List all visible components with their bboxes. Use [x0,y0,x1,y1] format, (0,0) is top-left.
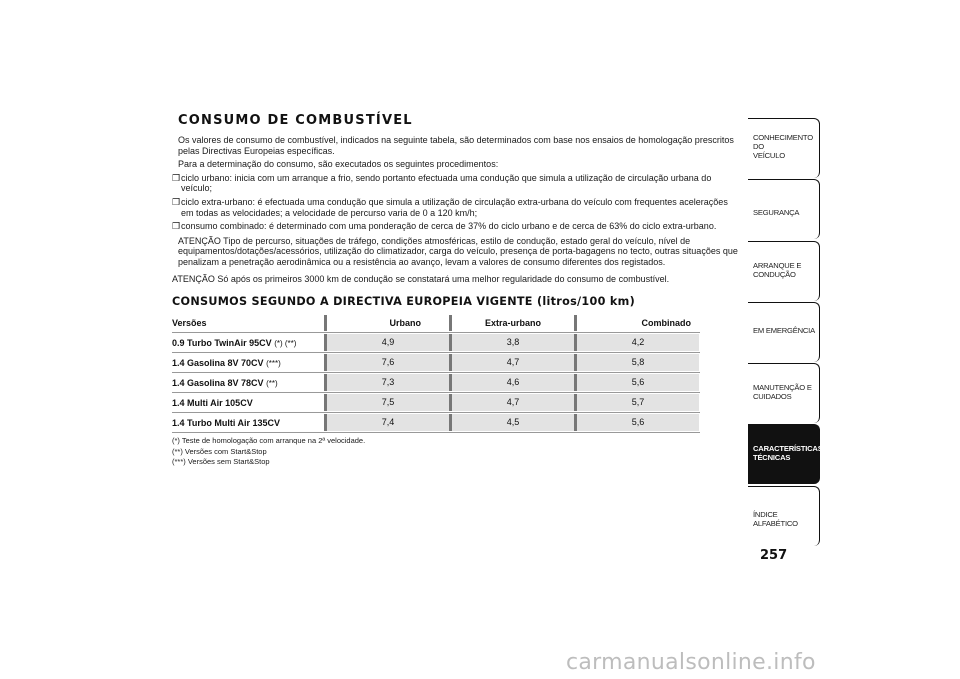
intro-paragraph-1: Os valores de consumo de combustível, indicados na seguinte tabela, são determinados com base nos ensaios de homologação prescritos pelas Directivas Europeias específicas. [178,135,734,156]
extra-urban-value: 4,7 [449,354,574,371]
tab-arranque-e-conducao[interactable] [748,241,820,301]
bullet-text: consumo combinado: é determinado com uma ponderação de cerca de 37% do ciclo urbano e de cerca de 63% do ciclo extra-urbano. [181,221,717,232]
header-extra-urban: Extra-urbano [449,315,574,331]
bullet-urban-cycle [172,173,740,194]
combined-value: 5,6 [574,374,699,391]
tab-label-line1: CONHECIMENTO DO [753,133,813,151]
table-footnotes [172,436,740,468]
combined-value: 4,2 [574,334,699,351]
checkbox-bullet-icon: ❒ [172,221,181,232]
urban-value: 7,3 [324,374,449,391]
bullet-extra-urban-cycle [172,197,740,218]
table-row [172,393,700,413]
table-title: CONSUMOS SEGUNDO A DIRECTIVA EUROPEIA VIGENTE (litros/100 km) [172,295,635,309]
table-row [172,333,700,353]
checkbox-bullet-icon: ❒ [172,196,181,207]
tab-caracteristicas-tecnicas[interactable] [748,424,823,484]
tab-label-line2: CUIDADOS [753,392,792,402]
tab-seguranca[interactable] [748,179,820,239]
tab-label-line1: ÍNDICE ALFABÉTICO [753,509,798,528]
extra-urban-value: 4,7 [449,394,574,411]
table-header-row [172,314,700,333]
tab-label-line1: CARACTERÍSTICAS [753,444,823,454]
urban-value: 7,5 [324,394,449,411]
version-name: 1.4 Gasolina 8V 70CV [172,357,264,368]
version-footnote: (**) [266,378,278,388]
combined-value: 5,8 [574,354,699,371]
tab-label-line1: ARRANQUE E [753,260,802,270]
extra-urban-value: 3,8 [449,334,574,351]
tab-conhecimento-do-veiculo[interactable] [748,118,820,178]
footnote: (**) Versões com Start&Stop [172,446,267,456]
tab-indice-alfabetico[interactable] [748,486,820,546]
footnote: (***) Versões sem Start&Stop [172,457,270,467]
header-combined: Combinado [574,315,699,331]
bullet-text: ciclo extra-urbano: é efectuada uma condução que simula a utilização de circulação extra-urbana do veículo com frequentes acelerações em todas as velocidades; a velocidade de percurso varia de 0 a 120 km/h; [181,196,728,218]
table-row [172,373,700,393]
tab-label-line2: CONDUÇÃO [753,269,796,279]
version-name: 0.9 Turbo TwinAir 95CV [172,337,272,348]
tab-label-line1: SEGURANÇA [753,208,800,218]
urban-value: 7,4 [324,414,449,431]
section-tabs [748,118,823,547]
warning-paragraph-1: ATENÇÃO Tipo de percurso, situações de tráfego, condições atmosféricas, estilo de condução, estado geral do veículo, nível de equipamentos/dotações/acessórios, utilização do climatizador, carga do veículo, presença de porta-bagagens no tecto, outras situações que penalizam a penetração aerodinâmica ou a resistência ao avanço, levam a valores de consumo diferentes dos registados. [178,235,738,267]
warning-paragraph-2: ATENÇÃO Só após os primeiros 3000 km de condução se constatará uma melhor regularidade do consumo de combustível. [172,273,670,284]
tab-manutencao-e-cuidados[interactable] [748,363,820,423]
consumption-table [172,314,700,433]
table-row [172,353,700,373]
version-name: 1.4 Multi Air 105CV [172,397,253,408]
tab-em-emergencia[interactable] [748,302,820,362]
combined-value: 5,6 [574,414,699,431]
page-title: CONSUMO DE COMBUSTÍVEL [178,113,413,128]
extra-urban-value: 4,6 [449,374,574,391]
bullet-combined-consumption [172,221,740,232]
combined-value: 5,7 [574,394,699,411]
main-content [172,113,740,468]
extra-urban-value: 4,5 [449,414,574,431]
watermark: carmanualsonline.info [566,650,816,675]
footnote: (*) Teste de homologação com arranque na 2ª velocidade. [172,436,366,446]
version-name: 1.4 Gasolina 8V 78CV [172,377,264,388]
urban-value: 4,9 [324,334,449,351]
tab-label-line1: EM EMERGÊNCIA [753,325,815,335]
tab-label-line2: VEÍCULO [753,151,785,160]
urban-value: 7,6 [324,354,449,371]
tab-label-line1: MANUTENÇÃO E [753,383,812,393]
header-urban: Urbano [324,315,449,331]
page-number: 257 [760,548,788,563]
checkbox-bullet-icon: ❒ [172,172,181,183]
version-footnote: (*) (**) [274,338,297,348]
version-footnote: (***) [266,358,281,368]
version-name: 1.4 Turbo Multi Air 135CV [172,417,281,428]
intro-paragraph-2: Para a determinação do consumo, são executados os seguintes procedimentos: [178,159,499,170]
header-versions: Versões [172,318,207,329]
tab-label-line2: TÉCNICAS [753,453,791,463]
bullet-text: ciclo urbano: inicia com um arranque a frio, sendo portanto efectuada uma condução que simula a utilização de circulação urbana do veículo; [181,172,712,194]
table-row [172,413,700,433]
